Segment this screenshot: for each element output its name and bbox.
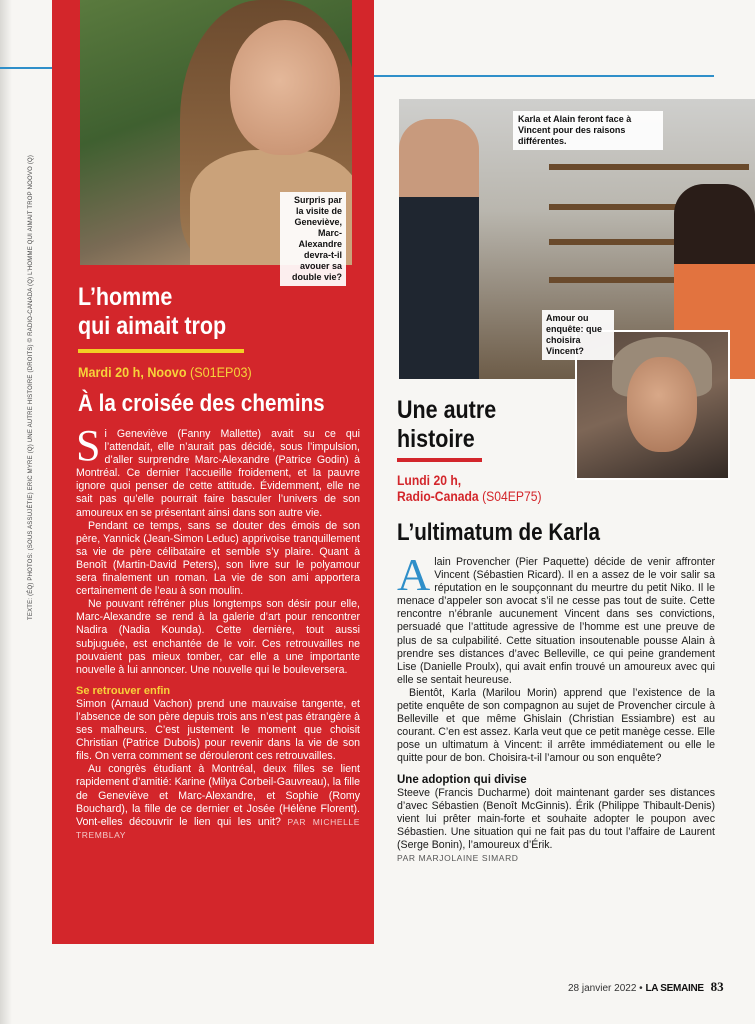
dropcap-right: A: [397, 549, 431, 600]
blue-rule-right: [374, 75, 714, 77]
photo-caption-inset: Amour ou enquête: que choisira Vincent?: [542, 310, 614, 360]
episode-title-left: À la croisée des chemins: [78, 390, 325, 417]
title-underline-red: [397, 458, 482, 462]
schedule-left: Mardi 20 h, Noovo (S01EP03): [78, 364, 252, 380]
photo-caption-left: Surpris par la visite de Geneviève, Marc-Alexandre devra-t-il avouer sa double vie?: [280, 192, 346, 286]
page-number: 83: [710, 979, 724, 994]
photo-credit: TEXTE: (ÉQ) PHOTOS: (SOUS ASSUJÉTIE) ERIC MYRE (Q) UNE AUTRE HISTOIRE (DROITS) © RADIO-CANADA (Q) L’HOMME QUI AIMAIT TROP NOOVO (Q): [28, 154, 34, 620]
article-body-right: Alain Provencher (Pier Paquette) décide de venir affronter Vincent (Sébastien Ricard). Il en a assez de le voir salir sa réputation en le soupçonnant du meurtre du petit Niko. Il le menace d’appeler son avocat s’il ne cesse pas tout de suite. Cette rencontre n’ébranle aucunement Vincent dans ses convictions, persuadé que l’attitude agressive de l’homme est une preuve de plus de sa culpabilité. Cette situation insoutenable pousse Alain à prendre ses distances d’avec Belleville, ce qui peine grandement Lise (Danielle Proulx), qui avait enfin trouvé un amoureux avec qui elle se sentait heureuse. Bientôt, Karla (Marilou Morin) apprend que l’existence de la petite enquête de son compagnon au sujet de Provencher circule à Belleville et que même Ghislain (Christian Essiambre) est au courant. C’en est assez. Karla veut que ce petit manège cesse. Elle pose un ultimatum à Vincent: il arrête immédiatement ou elle le quitte pour de bon. Choisira-t-il l’amour ou son enquête? Une adoption qui divise Steeve (Francis Ducharme) doit maintenant garder ses distances d’avec Sébastien (Benoît McGinnis). Érik (Philippe Thibault-Denis) vient lui prêter main-forte et souhaite adopter le poupon avec Sébastien. Une situation qui ne fait pas du tout l’affaire de Laurent (Serge Bonin), l’amoureux d’Érik. PAR MARJOLAINE SIMARD: [397, 556, 715, 865]
byline-left: PAR MICHELLE TREMBLAY: [76, 816, 361, 840]
title-underline-yellow: [78, 349, 244, 353]
blue-rule-left: [0, 67, 60, 69]
show-title-right: Une autre histoire: [397, 396, 497, 453]
dropcap-left: S: [76, 421, 101, 470]
photo-caption-top-right: Karla et Alain feront face à Vincent pour des raisons différentes.: [513, 111, 663, 150]
gutter-shadow: [0, 0, 12, 1024]
schedule-right: Lundi 20 h, Radio-Canada (S04EP75): [397, 473, 542, 504]
subhead-right: Une adoption qui divise: [397, 773, 527, 786]
page-footer: 28 janvier 2022 • LA SEMAINE 83: [568, 979, 724, 994]
article-body-left: Si Geneviève (Fanny Mallette) avait su ce qui l’attendait, elle n’aurait pas décidé, sous l’impulsion, d’aller surprendre Marc-Alexandre (Patrice Godin) à Montréal. Ce dernier l’accueille froidement, et la pauvre ignore quoi penser de cette attitude. Évidemment, elle ne sait pas qu’elle pourrait faire basculer l’univers de son amoureux en se présentant ainsi dans son autre vie. Pendant ce temps, sans se douter des émois de son père, Yannick (Jean-Simon Leduc) apprivoise tranquillement sa vie de père célibataire et semble s’y plaire. Quant à Benoît (Martin-David Peters), son livre sur le polyamour sera finalement un roman. La vie de son ami apportera certainement de l’eau à son moulin. Ne pouvant réfréner plus longtemps son désir pour elle, Marc-Alexandre se rend à la galerie d’art pour rencontrer Nadira (Nadia Kounda). Cette dernière, tout aussi subjuguée, est enchantée de le voir. Ces retrouvailles ne pouvaient pas mieux tomber, car elle a une importante nouvelle à lui annoncer. Une nouvelle qui le bouleversera. Se retrouver enfin Simon (Arnaud Vachon) prend une mauvaise tangente, et l’absence de son père depuis trois ans n’est pas étrangère à ses malheurs. C’est justement le moment que choisit Christian (Patrice Dubois) pour revenir dans la vie de son fils. On verra comment se dérouleront ces retrouvailles. Au congrès étudiant à Montréal, deux filles se lient rapidement d’amitié: Karine (Milya Corbeil-Gauvreau), la fille de Geneviève et Marc-Alexandre, et Sophie (Romy Bouchard), la fille de ce dernier et Josée (Hélène Florent). Vont-elles découvrir le lien qui les unit? PAR MICHELLE TREMBLAY: [76, 421, 361, 840]
magazine-name: LA SEMAINE: [645, 983, 704, 994]
episode-title-right: L’ultimatum de Karla: [397, 519, 601, 546]
byline-right: PAR MARJOLAINE SIMARD: [397, 853, 519, 864]
issue-date: 28 janvier 2022: [568, 983, 637, 994]
subhead-left: Se retrouver enfin: [76, 684, 171, 697]
show-title-left: L’homme qui aimait trop: [78, 283, 227, 340]
